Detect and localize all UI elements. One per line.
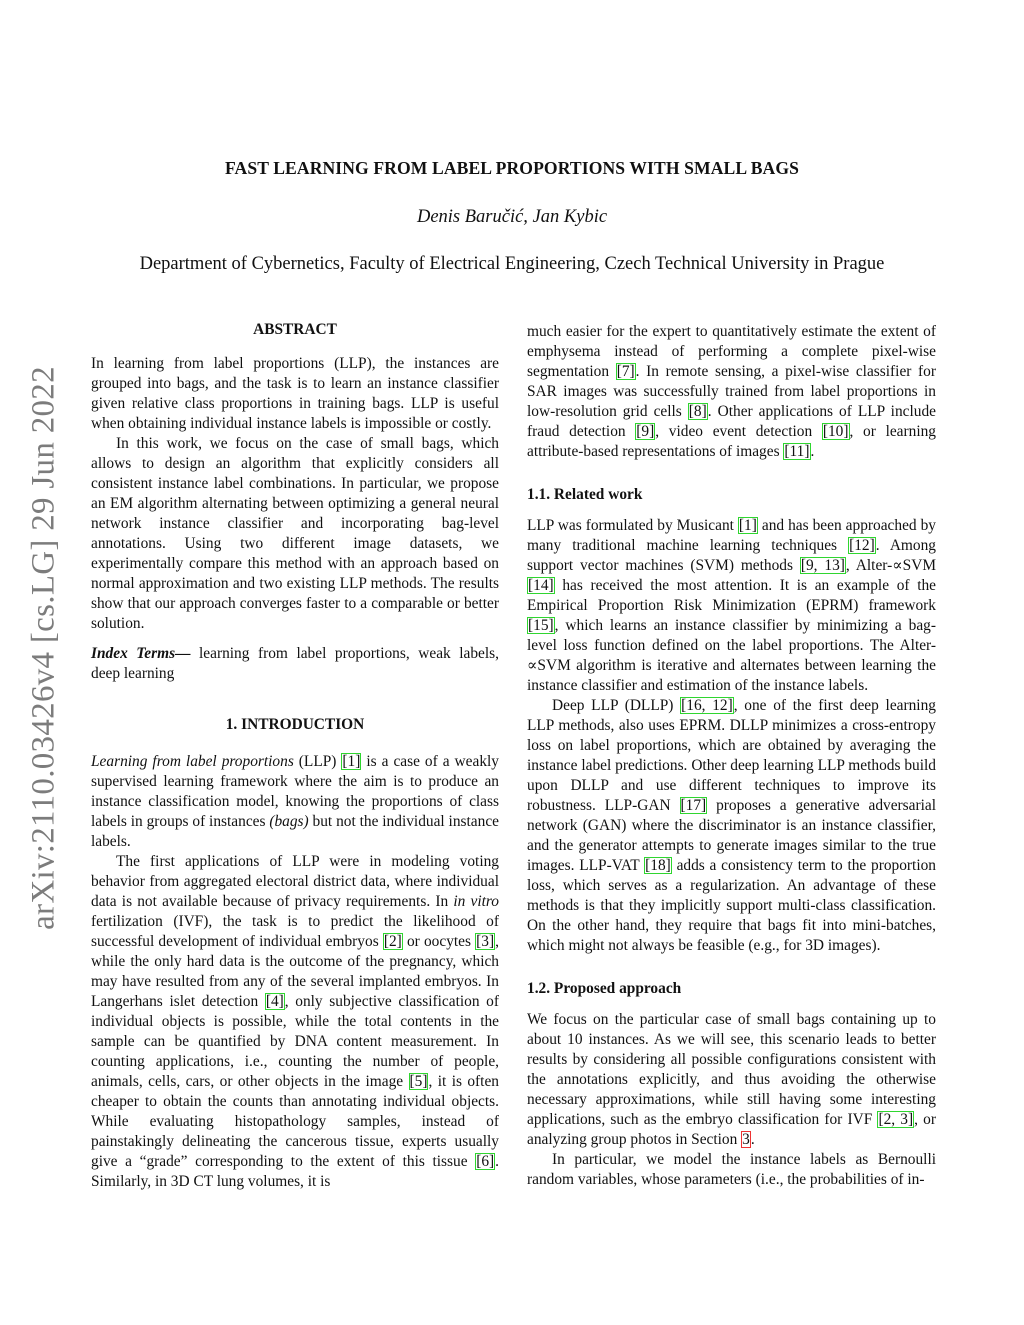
citation-link[interactable]: [15]	[528, 617, 554, 634]
citation-link[interactable]: [1]	[342, 753, 361, 770]
intro-paragraph-1	[91, 752, 499, 852]
citation-link[interactable]: [5]	[409, 1073, 428, 1090]
text-segment: or oocytes	[402, 933, 476, 950]
citation-link[interactable]: [9]	[636, 423, 655, 440]
left-column	[91, 320, 499, 1192]
related-work-paragraph-2	[527, 696, 936, 956]
text-segment: , one of the first deep learning LLP methods, also uses EPRM. DLLP minimizes a cross-entropy loss on label proportions, which are obtained by averaging the instance label predictions. Other deep learning LLP methods build upon DLLP and use different techniques to improve its robustness. LLP-GAN	[527, 697, 936, 814]
text-segment: , video event detection	[655, 423, 822, 440]
abstract-heading: ABSTRACT	[253, 321, 337, 338]
proposed-approach-paragraph-1	[527, 1010, 936, 1150]
citation-link[interactable]: [14]	[528, 577, 554, 594]
citation-link[interactable]: [18]	[645, 857, 671, 874]
text-segment: . Similarly, in 3D CT lung volumes, it is	[91, 1153, 499, 1190]
text-segment: , it is often cheaper to obtain the counts than annotating individual objects. While evaluating histopathology samples, instead of painstakingly delineating the cancerous tissue, experts usually give a “grade” corresponding to the extent of this tissue	[91, 1073, 499, 1170]
citation-link[interactable]: [4]	[265, 993, 284, 1010]
arxiv-identifier-text: arXiv:2110.03426v4 [cs.LG] 29 Jun 2022	[25, 365, 62, 930]
citation-link[interactable]: [11]	[784, 443, 810, 460]
text-segment: , or analyzing group photos in Section	[527, 1111, 936, 1148]
citation-link[interactable]: [7]	[616, 363, 635, 380]
paper-authors: Denis Baručić, Jan Kybic	[416, 207, 608, 227]
text-segment: (LLP)	[293, 753, 342, 770]
text-segment: , while the only hard data is the outcome of the pregnancy, which may have resulted from any of the several implanted embryos. In Langerhans islet detection	[91, 933, 499, 1010]
citation-link[interactable]: [10]	[822, 423, 849, 440]
index-terms	[91, 644, 499, 684]
introduction-heading: 1. INTRODUCTION	[225, 716, 365, 733]
paper-affiliation: Department of Cybernetics, Faculty of Electrical Engineering, Czech Technical University in Prague	[139, 254, 885, 274]
proposed-approach-heading: 1.2. Proposed approach	[527, 980, 682, 997]
text-segment: . Among support vector machines (SVM) methods	[527, 537, 936, 574]
section-link[interactable]: 3	[742, 1131, 750, 1148]
text-segment: much easier for the expert to quantitatively estimate the extent of emphysema instead of performing a complete pixel-wise segmentation	[527, 323, 936, 380]
citation-link[interactable]: [1]	[738, 517, 757, 534]
text-segment: fertilization (IVF), the task is to predict the likelihood of successful development of individual embryos	[91, 913, 499, 950]
text-segment: is a case of a weakly supervised learning framework where the aim is to produce an instance classification model, knowing the proportions of class labels in groups of instances	[91, 753, 499, 830]
in-vitro-term: in vitro	[453, 893, 499, 910]
citation-link[interactable]: [8]	[688, 403, 707, 420]
citation-link[interactable]: [6]	[476, 1153, 495, 1170]
text-segment: .	[810, 443, 815, 460]
citation-link[interactable]: [17]	[680, 797, 707, 814]
arxiv-identifier	[14, 355, 74, 940]
text-segment: , or learning attribute-based representations of images	[527, 423, 936, 460]
text-segment: The first applications of LLP were in modeling voting behavior from aggregated electoral district data, where individual data is not available because of privacy requirements. In	[91, 853, 499, 910]
intro-paragraph-2	[91, 852, 499, 1192]
citation-link[interactable]: [9, 13]	[800, 557, 845, 574]
text-segment: , Alter-∝SVM	[845, 557, 937, 574]
proposed-approach-paragraph-2: In particular, we model the instance labels as Bernoulli random variables, whose parameters (i.e., the probabilities of in-	[527, 1151, 936, 1188]
abstract-paragraph-2: In this work, we focus on the case of small bags, which allows to design an algorithm that explicitly considers all consistent instance label combinations. In particular, we propose an EM algorithm alternating between optimizing a general neural network instance classifier and incorporating bag-level annotations. Using two different image datasets, we experimentally compare this method with an approach based on normal approximation and two existing LLP methods. The results show that our approach converges faster to a comparable or better solution.	[91, 435, 499, 632]
related-work-paragraph-1	[527, 516, 936, 696]
text-segment: We focus on the particular case of small bags containing up to about 10 instances. As we will see, this scenario leads to better results by considering all possible configurations consistent with the annotations explicitly, and thus avoiding the otherwise necessary approximations, while still having some interesting applications, such as the embryo classification for IVF	[527, 1011, 936, 1128]
citation-link[interactable]: [16, 12]	[681, 697, 733, 714]
abstract-paragraph-1: In learning from label proportions (LLP), the instances are grouped into bags, and the task is to learn an instance classifier given relative class proportions in training bags. LLP is useful when obtaining individual instance labels is impossible or costly.	[91, 355, 499, 432]
llp-term: Learning from label proportions	[91, 753, 294, 770]
citation-link[interactable]: [12]	[849, 537, 875, 554]
text-segment: and has been approached by many traditional machine learning techniques	[527, 517, 936, 554]
text-segment: .	[750, 1131, 755, 1148]
text-segment: , which learns an instance classifier by minimizing a bag-level loss function defined on the label proportions. The Alter-∝SVM algorithm is iterative and alternates between learning the instance classifier and estimation of the instance labels.	[527, 617, 936, 694]
paper-title: FAST LEARNING FROM LABEL PROPORTIONS WITH SMALL BAGS	[224, 158, 800, 178]
intro-paragraph-continued	[527, 322, 936, 462]
text-segment: has received the most attention. It is an example of the Empirical Proportion Risk Minimization (EPRM) framework	[527, 577, 936, 614]
bags-term: (bags)	[269, 813, 309, 830]
text-segment: , only subjective classification of individual objects is possible, while the total contents in the sample can be quantified by DNA content measurement. In counting applications, i.e., counting the number of people, animals, cells, cars, or other objects in the image	[91, 993, 499, 1090]
citation-link[interactable]: [2]	[383, 933, 402, 950]
text-segment: adds a consistency term to the proportion loss, which serves as a regularization. An advantage of these methods is that they implicitly support multi-class classification. On the other hand, they require that bags fit into mini-batches, which might not always be feasible (e.g., for 3D images).	[527, 857, 936, 954]
index-terms-text: learning from label proportions, weak labels, deep learning	[91, 645, 500, 682]
citation-link[interactable]: [2, 3]	[878, 1111, 914, 1128]
text-segment: LLP was formulated by Musicant	[527, 517, 738, 534]
index-terms-label: Index Terms—	[91, 645, 191, 662]
text-segment: . In remote sensing, a pixel-wise classifier for SAR images was successfully trained from label proportions in low-resolution grid cells	[527, 363, 936, 420]
citation-link[interactable]: [3]	[476, 933, 495, 950]
text-segment: . Other applications of LLP include fraud detection	[527, 403, 936, 440]
related-work-heading: 1.1. Related work	[527, 486, 643, 503]
right-column	[527, 322, 936, 1190]
text-segment: but not the individual instance labels.	[91, 813, 499, 850]
text-segment: proposes a generative adversarial network (GAN) where the discriminator is an instance classifier, and the generator attempts to generate images similar to the true images. LLP-VAT	[527, 797, 936, 874]
text-segment: Deep LLP (DLLP)	[552, 697, 681, 714]
